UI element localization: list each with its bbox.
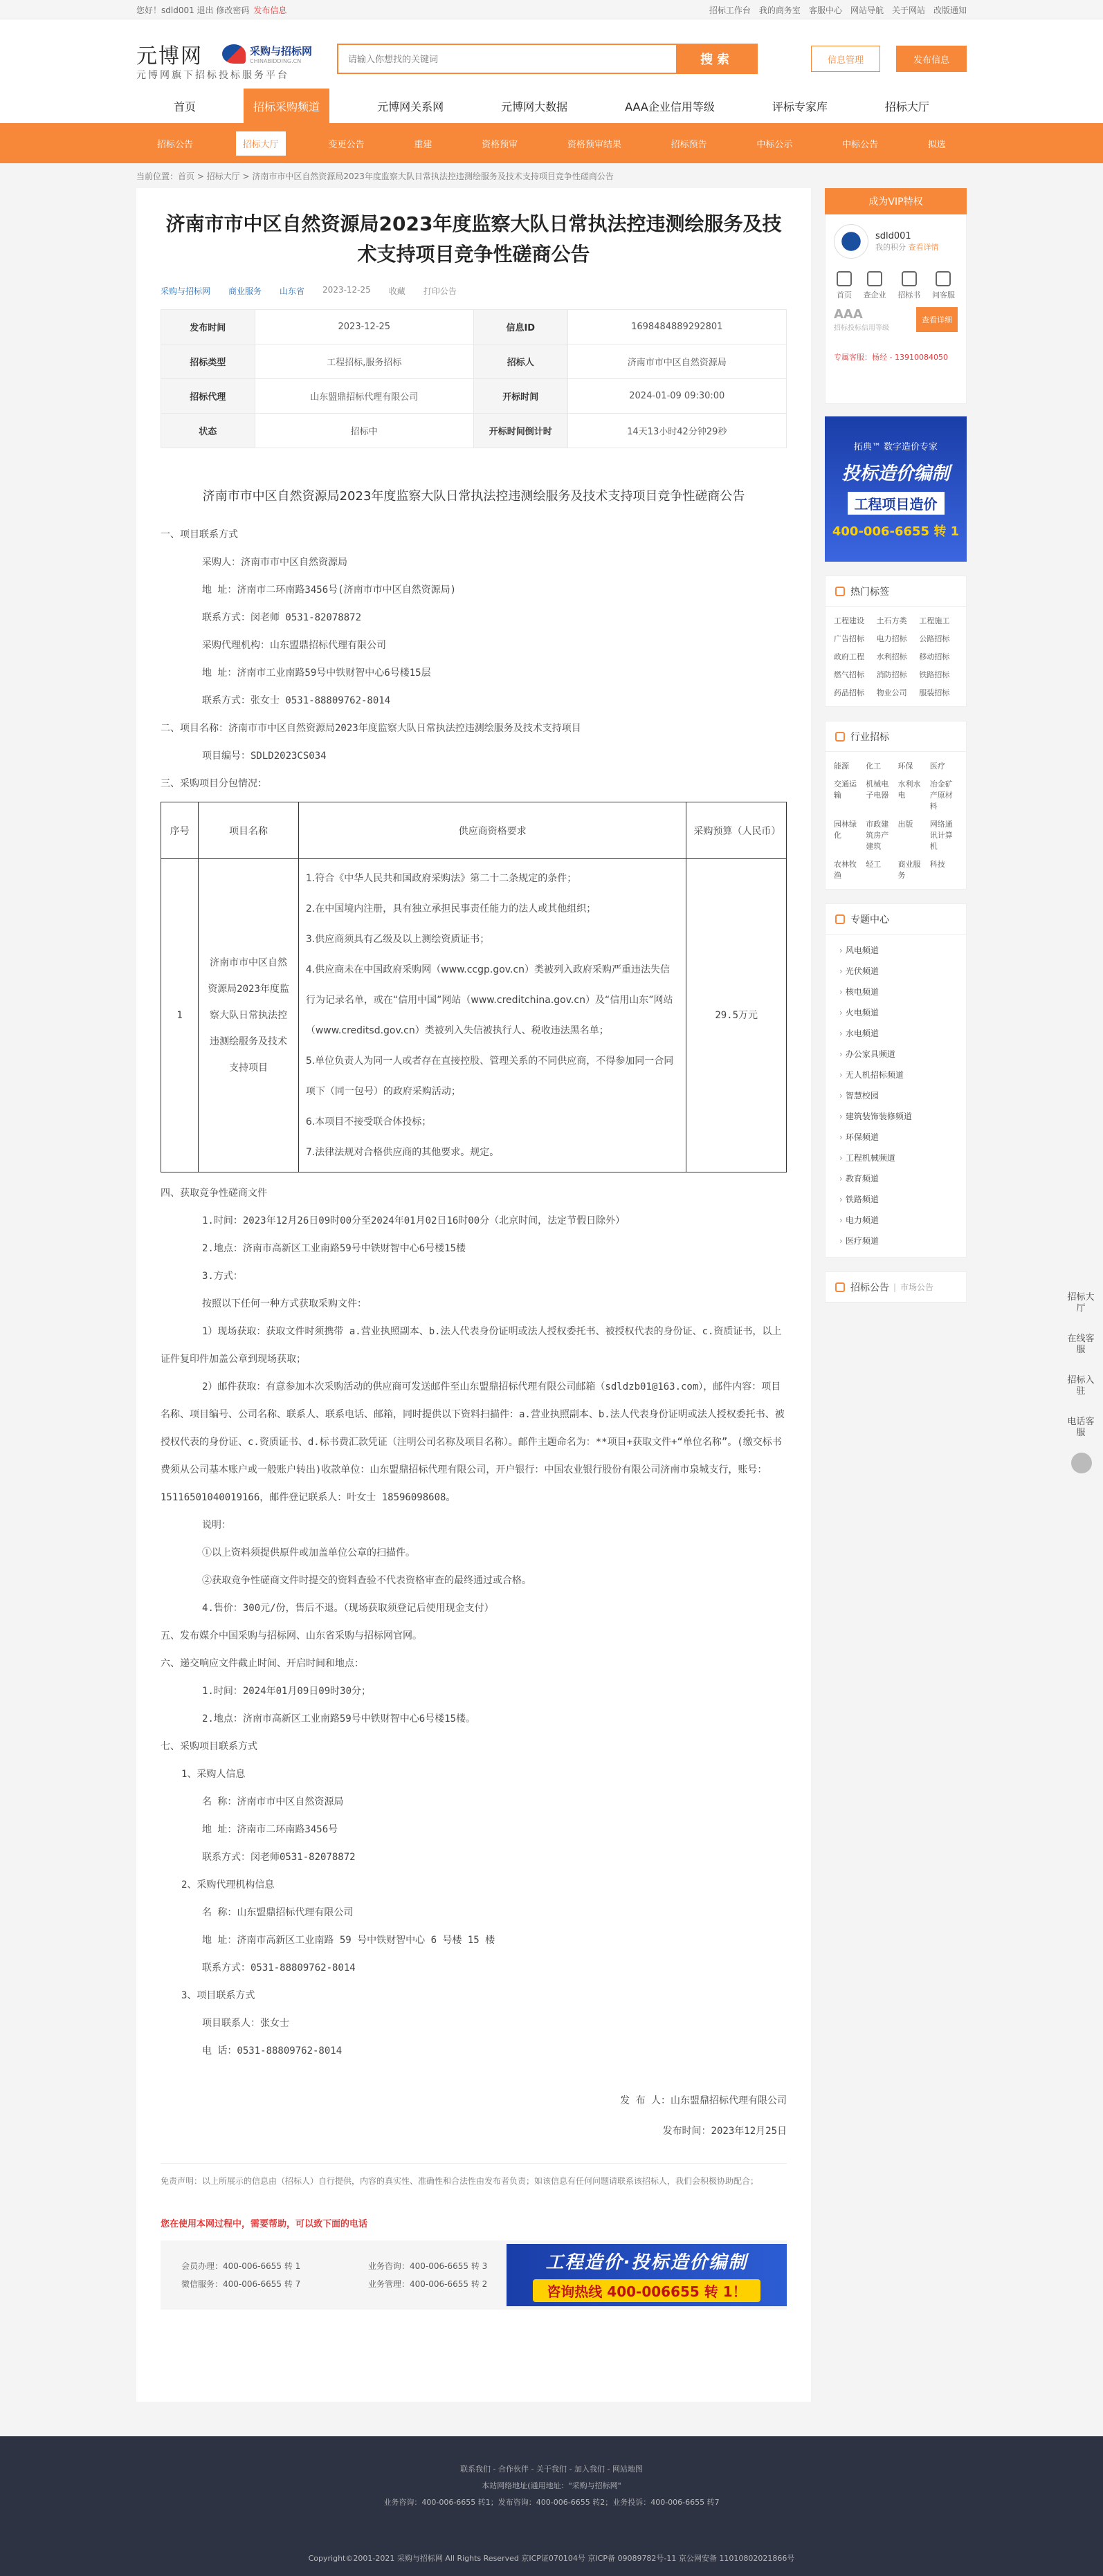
megaphone-icon — [835, 1282, 845, 1292]
doc-line: 2）邮件获取：有意参加本次采购活动的供应商可发送邮件至山东盟鼎招标代理有限公司邮箱（sdldzb01@163.com），邮件内容：项目名称、项目编号、公司名称、联系人、联系电话、邮箱，同时提供以下资料扫描件：a.营业执照副本、b.法人代表身份证明或法人授权委托书、被授权代表的身份证、c.资质证书、d.标书费汇款凭证（注明公司名称及项目名称）。邮件主题命名为：**项目+获取文件+“单位名称”。(缴交标书费须从公司基本账户或一般账户转出)收款单位：山东盟鼎招标代理有限公司，开户银行：中国农业银行股份有限公司济南市泉城支行，账号：15116501040019166，邮件登记联系人：叶女士 18596098608。 — [161, 1381, 785, 1503]
sign-line: 发 布 人：山东盟鼎招标代理有限公司 — [620, 2095, 787, 2106]
hot-tag[interactable]: 工程施工 — [919, 616, 950, 625]
nav-item[interactable]: AAA企业信用等级 — [625, 100, 715, 113]
info-key: 招标代理 — [161, 379, 255, 414]
doc-line: 项目编号：SDLD2023CS034 — [202, 751, 327, 762]
nav-item[interactable]: 招标采购频道 — [244, 89, 329, 124]
subnav-item[interactable]: 中标公告 — [842, 139, 879, 150]
ad-main: 投标造价编制 — [841, 463, 950, 484]
shortcut-label: 问客服 — [931, 291, 955, 300]
aaa-badge: AAA — [834, 307, 863, 322]
doc-line: 说明： — [202, 1520, 231, 1531]
meta-item[interactable]: 打印公告 — [423, 286, 457, 296]
article-main — [136, 188, 811, 2402]
header — [0, 19, 1103, 89]
industry-icon — [835, 732, 845, 742]
topic-item[interactable]: › 风电频道 — [839, 940, 952, 961]
info-value: 工程招标,服务招标 — [255, 344, 473, 379]
doc-line: ②获取竞争性磋商文件时提交的资料查验不代表资格审查的最终通过或合格。 — [202, 1575, 531, 1586]
info-value: 招标中 — [255, 414, 473, 448]
info-table — [161, 309, 787, 448]
user-shortcut[interactable] — [864, 271, 886, 300]
industry-tag[interactable]: 水利水电 — [897, 780, 921, 800]
package-table — [161, 802, 787, 1172]
industry-tag[interactable]: 交通运输 — [834, 780, 857, 800]
top-link[interactable]: 改版通知 — [933, 5, 967, 15]
info-manage-button[interactable]: 信息管理 — [811, 46, 880, 72]
doc-line: 3.方式： — [202, 1271, 243, 1282]
article-meta — [161, 285, 787, 297]
cost-banner[interactable] — [507, 2244, 787, 2306]
doc-line: 地 址：济南市二环南路3456号 — [202, 1824, 338, 1835]
help-contact — [161, 2216, 787, 2310]
hot-tags-box — [825, 576, 967, 707]
top-link[interactable]: 我的商务室 — [758, 5, 801, 15]
doc-line: 1）现场获取：获取文件时须携带 a.营业执照副本、b.法人代表身份证明或法人授权委托书、被授权代表的身份证、c.资质证书，以上证件复印件加盖公章到现场获取； — [161, 1326, 782, 1365]
topic-item[interactable]: › 工程机械频道 — [839, 1148, 952, 1168]
industry-tag[interactable]: 商业服务 — [897, 860, 921, 880]
hot-tag[interactable]: 土石方类 — [876, 616, 907, 625]
ad-sub: 工程项目造价 — [848, 492, 945, 515]
breadcrumb: 当前位置：首页 > 招标大厅 > 济南市市中区自然资源局2023年度监察大队日常执法控违测绘服务及技术支持项目竞争性磋商公告 — [136, 171, 614, 181]
doc-line: 3、项目联系方式 — [181, 1990, 255, 2001]
industry-box — [825, 721, 967, 890]
info-key: 开标时间倒计时 — [473, 414, 567, 448]
hot-tag[interactable]: 燃气招标 — [834, 670, 864, 679]
aaa-sub: 招标投标信用等级 — [834, 324, 889, 332]
help-title: 您在使用本网过程中，需要帮助，可以致下面的电话 — [161, 2219, 368, 2229]
sub-nav — [0, 123, 1103, 163]
info-key: 发布时间 — [161, 310, 255, 344]
industry-tag[interactable]: 出版 — [897, 820, 913, 829]
industry-tag[interactable]: 冶金矿产原材料 — [929, 780, 953, 811]
info-value: 2023-12-25 — [255, 310, 473, 344]
topic-item[interactable]: › 铁路频道 — [839, 1189, 952, 1210]
topic-item[interactable]: › 火电频道 — [839, 1002, 952, 1023]
doc-line: 联系方式：闵老师 0531-82078872 — [202, 612, 362, 623]
hot-tags-title: 热门标签 — [850, 586, 889, 598]
row-requirements — [298, 859, 686, 1172]
subnav-item[interactable]: 招标大厅 — [236, 131, 286, 156]
shortcut-label: 查企业 — [863, 291, 886, 300]
topic-box — [825, 903, 967, 1258]
shortcut-label: 招标书 — [897, 291, 921, 300]
ad-top: 拓典™ 数字造价专家 — [853, 441, 938, 452]
hot-tag[interactable]: 物业公司 — [876, 688, 907, 697]
greeting-text[interactable]: 您好！sdld001 退出 修改密码 — [136, 5, 250, 15]
industry-tag[interactable]: 机械电子电器 — [866, 780, 889, 800]
user-shortcut[interactable] — [932, 271, 955, 300]
aaa-detail-button[interactable]: 查看详细 — [916, 307, 958, 332]
contact-line: 会员办理：400-006-6655 转 1 — [181, 2261, 301, 2271]
user-name: sdld001 — [875, 230, 911, 241]
top-link[interactable]: 网站导航 — [850, 5, 884, 15]
industry-tag[interactable]: 农林牧渔 — [834, 860, 857, 880]
doc-line: 项目联系人：张女士 — [202, 2018, 289, 2029]
topic-item[interactable]: › 核电频道 — [839, 982, 952, 1002]
doc-line: 五、发布媒介中国采购与招标网、山东省采购与招标网官网。 — [161, 1630, 422, 1641]
contact-line: 微信服务：400-006-6655 转 7 — [181, 2279, 301, 2289]
banner-main-text: 工程造价·投标造价编制 — [545, 2252, 748, 2273]
topic-icon — [835, 914, 845, 924]
requirement-item: 5.单位负责人为同一人或者存在直接控股、管理关系的不同供应商，不得参加同一合同项下（同一包号）的政府采购活动； — [305, 1056, 674, 1097]
info-value: 1698484889292801 — [567, 310, 786, 344]
nav-item[interactable]: 元博网大数据 — [501, 100, 568, 113]
nav-item[interactable]: 元博网关系网 — [377, 100, 444, 113]
doc-line: 2.地点：济南市高新区工业南路59号中铁财智中心6号楼15楼 — [202, 1243, 466, 1254]
topic-item[interactable]: › 水电频道 — [839, 1023, 952, 1044]
vip-button[interactable]: 成为VIP特权 — [825, 188, 967, 214]
doc-line: 地 址：济南市二环南路3456号(济南市市中区自然资源局) — [202, 585, 456, 596]
industry-tag[interactable]: 网络通讯计算机 — [929, 820, 953, 851]
doc-line: 电 话：0531-88809762-8014 — [202, 2045, 343, 2057]
topic-item[interactable]: › 智慧校园 — [839, 1085, 952, 1106]
doc-line: 2、采购代理机构信息 — [181, 1879, 275, 1890]
footer-hotline: 业务咨询：400-006-6655 转1；发布咨询：400-006-6655 转2；业务投诉：400-006-6655 转7 — [383, 2498, 720, 2507]
doc-line: 2.地点：济南市高新区工业南路59号中铁财智中心6号楼15楼。 — [202, 1713, 475, 1724]
nav-item[interactable]: 评标专家库 — [772, 100, 828, 113]
info-key: 招标类型 — [161, 344, 255, 379]
contact-line: 业务管理：400-006-6655 转 2 — [368, 2279, 488, 2289]
tag-icon — [835, 587, 845, 596]
topic-title: 专题中心 — [850, 914, 889, 926]
industry-tag[interactable]: 轻工 — [866, 860, 882, 869]
floating-tool[interactable]: 电话客服 — [1067, 1417, 1095, 1438]
doc-title: 济南市市中区自然资源局2023年度监察大队日常执法控违测绘服务及技术支持项目竞争性磋商公告 — [202, 489, 745, 504]
floating-tool[interactable]: 招标大厅 — [1067, 1292, 1095, 1314]
doc-line: 1.时间：2023年12月26日09时00分至2024年01月02日16时00分（北京时间，法定节假日除外） — [202, 1215, 626, 1226]
subnav-item[interactable]: 中标公示 — [756, 139, 793, 150]
doc-line: 三、采购项目分包情况： — [161, 778, 267, 789]
requirement-item: 3.供应商须具有乙级及以上测绘资质证书； — [305, 934, 490, 945]
hot-tag[interactable]: 广告招标 — [834, 634, 864, 643]
doc-line: 四、获取竞争性磋商文件 — [161, 1188, 267, 1199]
floating-tool[interactable]: 在线客服 — [1067, 1334, 1095, 1355]
top-link[interactable]: 关于网站 — [891, 5, 925, 15]
announcement-body — [161, 486, 787, 2146]
doc-line: 六、递交响应文件截止时间、开启时间和地点： — [161, 1658, 364, 1669]
logo-chinabidding[interactable] — [222, 44, 312, 64]
hot-tag[interactable]: 铁路招标 — [919, 670, 950, 679]
row-budget: 29.5万元 — [686, 859, 787, 1172]
doc-line: 七、采购项目联系方式 — [161, 1741, 257, 1752]
footer-copyright: Copyright©2001-2021 采购与招标网 All Rights Reserved 京ICP证070104号 京ICP备 09089782号-11 京公网安备 110108020218​66号 — [308, 2554, 795, 2563]
subnav-item[interactable]: 变更公告 — [328, 139, 365, 150]
logo-yuanbo[interactable]: 元博网 — [136, 44, 203, 68]
doc-line: 采购代理机构：山东盟鼎招标代理有限公司 — [202, 640, 386, 651]
doc-line: 4.售价：300元/份，售后不退。（现场获取须登记后使用现金支付） — [202, 1603, 494, 1614]
contact-line: 业务咨询：400-006-6655 转 3 — [368, 2261, 488, 2271]
hot-tag[interactable]: 药品招标 — [834, 688, 864, 697]
doc-line: 地 址：济南市高新区工业南路 59 号中铁财智中心 6 号楼 15 楼 — [202, 1935, 495, 1946]
row-project-name: 济南市市中区自然资源局2023年度监察大队日常执法控违测绘服务及技术支持项目 — [199, 859, 299, 1172]
table-head: 采购预算（人民币） — [686, 802, 787, 859]
topic-item[interactable]: › 教育频道 — [839, 1168, 952, 1189]
nav-item[interactable]: 首页 — [174, 100, 197, 113]
requirement-item: 2.在中国境内注册，具有独立承担民事责任能力的法人或其他组织； — [305, 903, 596, 914]
doc-line: 1、采购人信息 — [181, 1769, 246, 1780]
back-to-top-icon[interactable] — [1071, 1453, 1092, 1473]
topic-item[interactable]: › 电力频道 — [839, 1210, 952, 1231]
info-value: 2024-01-09 09:30:00 — [567, 379, 786, 414]
doc-line: 联系方式：0531-88809762-8014 — [202, 1962, 356, 1974]
doc-line: 1.时间：2024年01月09日09时30分； — [202, 1686, 372, 1697]
doc-line: 地 址：济南市工业南路59号中铁财智中心6号楼15层 — [202, 668, 431, 679]
shortcut-label: 首页 — [837, 291, 852, 300]
search-button[interactable]: 搜索 — [676, 44, 758, 74]
sidebar — [825, 188, 967, 1303]
doc-line: 名 称：济南市市中区自然资源局 — [202, 1796, 344, 1807]
industry-tag[interactable]: 科技 — [929, 860, 945, 869]
info-value: 14天13小时42分钟29秒 — [567, 414, 786, 448]
user-shortcut[interactable] — [897, 271, 920, 300]
topic-item[interactable]: › 医疗频道 — [839, 1231, 952, 1251]
search-input[interactable] — [337, 44, 676, 74]
hotline: 专属客服：杨经 - 13910084050 — [834, 353, 948, 362]
hot-tag[interactable]: 公路招标 — [919, 634, 950, 643]
logo-mark-icon — [222, 44, 246, 64]
banner-tel: 400-006655 转 1！ — [607, 2283, 747, 2300]
subnav-item[interactable]: 拟选 — [927, 139, 946, 150]
user-shortcut[interactable] — [837, 271, 852, 300]
info-key: 状态 — [161, 414, 255, 448]
avatar[interactable] — [834, 224, 868, 259]
topic-item[interactable]: › 环保频道 — [839, 1127, 952, 1148]
floating-tool[interactable]: 招标入驻 — [1067, 1375, 1095, 1397]
top-bar — [0, 0, 1103, 19]
view-detail-link[interactable]: 查看详情 — [908, 242, 939, 252]
subnav-item[interactable]: 招标公告 — [157, 139, 194, 150]
requirement-item: 1.符合《中华人民共和国政府采购法》第二十二条规定的条件； — [305, 873, 577, 884]
doc-line: 采购人：济南市市中区自然资源局 — [202, 557, 347, 568]
footer-address: 本站网络地址(通用地址："采购与招标网" — [482, 2481, 621, 2490]
ad-tel: 400-006-6655 转 1 — [832, 524, 960, 539]
info-value: 济南市市中区自然资源局 — [567, 344, 786, 379]
side-ad[interactable] — [825, 416, 967, 562]
hot-tag[interactable]: 水利招标 — [876, 652, 907, 661]
doc-line: 按照以下任何一种方式获取采购文件： — [202, 1298, 367, 1309]
meta-item[interactable]: 收藏 — [388, 286, 405, 296]
logo-sub-title: 采购与招标网 — [250, 45, 313, 57]
industry-tag[interactable]: 医疗 — [929, 762, 945, 771]
sign-line: 发布时间：2023年12月25日 — [662, 2126, 787, 2137]
industry-tag[interactable]: 能源 — [834, 762, 849, 771]
info-key: 开标时间 — [473, 379, 567, 414]
info-value: 山东盟鼎招标代理有限公司 — [255, 379, 473, 414]
doc-line: 一、项目联系方式 — [161, 529, 238, 540]
hot-tag[interactable]: 消防招标 — [876, 670, 907, 679]
announce-box: 招标公告 | 市场公告 — [825, 1271, 967, 1303]
main-nav — [0, 89, 1103, 123]
post-info-link[interactable]: 发布信息 — [253, 5, 287, 15]
logo-sub-en: CHINABIDDING.CN — [250, 58, 302, 64]
doc-line: 联系方式：闵老师0531-82078872 — [202, 1852, 356, 1863]
doc-line: 名 称：山东盟鼎招标代理有限公司 — [202, 1907, 354, 1918]
industry-tag[interactable]: 园林绿化 — [834, 820, 857, 840]
hot-tag[interactable]: 工程建设 — [834, 616, 864, 625]
subnav-item[interactable]: 资格预审 — [482, 139, 518, 150]
eye-icon — [867, 271, 882, 286]
user-card — [825, 214, 967, 404]
row-no: 1 — [161, 859, 199, 1172]
industry-tag[interactable]: 化工 — [866, 762, 882, 771]
table-head: 序号 — [161, 802, 199, 859]
document-icon — [902, 271, 917, 286]
top-link[interactable]: 客服中心 — [808, 5, 842, 15]
topic-item[interactable]: › 办公家具频道 — [839, 1044, 952, 1065]
subnav-item[interactable]: 重建 — [414, 139, 432, 150]
requirement-item: 6.本项目不接受联合体投标； — [305, 1116, 432, 1128]
slogan: 元博网旗下招标投标服务平台 — [136, 70, 289, 81]
subnav-item[interactable]: 资格预审结果 — [567, 139, 621, 150]
article-title: 济南市市中区自然资源局2023年度监察大队日常执法控违测绘服务及技术支持项目竞争性磋商公告 — [165, 212, 782, 266]
requirement-item: 7.法律法规对合格供应商的其他要求。规定。 — [305, 1147, 500, 1158]
industry-title: 行业招标 — [850, 731, 889, 743]
info-key: 招标人 — [473, 344, 567, 379]
hot-tag[interactable]: 移动招标 — [919, 652, 950, 661]
meta-item: 2023-12-25 — [322, 285, 371, 295]
content-wrap — [136, 188, 967, 2409]
nav-item[interactable]: 招标大厅 — [884, 100, 929, 113]
subnav-item[interactable]: 招标预告 — [671, 139, 707, 150]
requirement-item: 4.供应商未在中国政府采购网（www.ccgp.gov.cn）类被列入政府采购严重违法失信行为记录名单，或在“信用中国”网站（www.creditchina.gov.cn）及“信用山东”网站（www.creditsd.gov.cn）类被列入失信被执行人、税收违法黑名单； — [305, 964, 673, 1036]
top-links — [701, 4, 967, 16]
publish-info-button[interactable]: 发布信息 — [896, 46, 967, 72]
hot-tag[interactable]: 服装招标 — [919, 688, 950, 697]
search-bar — [337, 44, 758, 74]
doc-line: ①以上资料须提供原件或加盖单位公章的扫描件。 — [202, 1547, 415, 1558]
meta-item[interactable]: 山东省 — [280, 286, 305, 296]
doc-line: 联系方式：张女士 0531-88809762-8014 — [202, 695, 391, 706]
industry-tag[interactable]: 环保 — [897, 762, 913, 771]
footer — [0, 2436, 1103, 2576]
chat-icon — [936, 271, 951, 286]
hot-tag[interactable]: 电力招标 — [876, 634, 907, 643]
banner-tel-label: 咨询热线 — [547, 2283, 603, 2300]
industry-tag[interactable]: 市政建筑房产建筑 — [866, 820, 889, 851]
topic-item[interactable]: › 光伏频道 — [839, 961, 952, 982]
footer-links[interactable]: 联系我们 - 合作伙伴 - 关于我们 - 加入我们 - 网站地图 — [460, 2465, 643, 2474]
top-link[interactable]: 招标工作台 — [709, 5, 751, 15]
home-icon — [837, 271, 852, 286]
hot-tag[interactable]: 政府工程 — [834, 652, 864, 661]
announce-title[interactable]: 招标公告 — [850, 1282, 889, 1294]
market-announce-tab[interactable]: 市场公告 — [900, 1282, 934, 1292]
disclaimer: 免责声明：以上所展示的信息由（招标人）自行提供，内容的真实性、准确性和合法性由发布者负责；如该信息有任何问题请联系该招标人，我们会积极协助配合； — [161, 2163, 787, 2189]
info-key: 信息ID — [473, 310, 567, 344]
meta-item[interactable]: 采购与招标网 — [161, 286, 211, 296]
topic-item[interactable]: › 无人机招标频道 — [839, 1065, 952, 1085]
my-points-link[interactable]: 我的积分 — [875, 242, 906, 252]
table-head: 供应商资格要求 — [298, 802, 686, 859]
meta-item[interactable]: 商业服务 — [228, 286, 262, 296]
table-head: 项目名称 — [199, 802, 299, 859]
doc-line: 二、项目名称：济南市市中区自然资源局2023年度监察大队日常执法控违测绘服务及技术支持项目 — [161, 723, 581, 734]
topic-item[interactable]: › 建筑装饰装修频道 — [839, 1106, 952, 1127]
